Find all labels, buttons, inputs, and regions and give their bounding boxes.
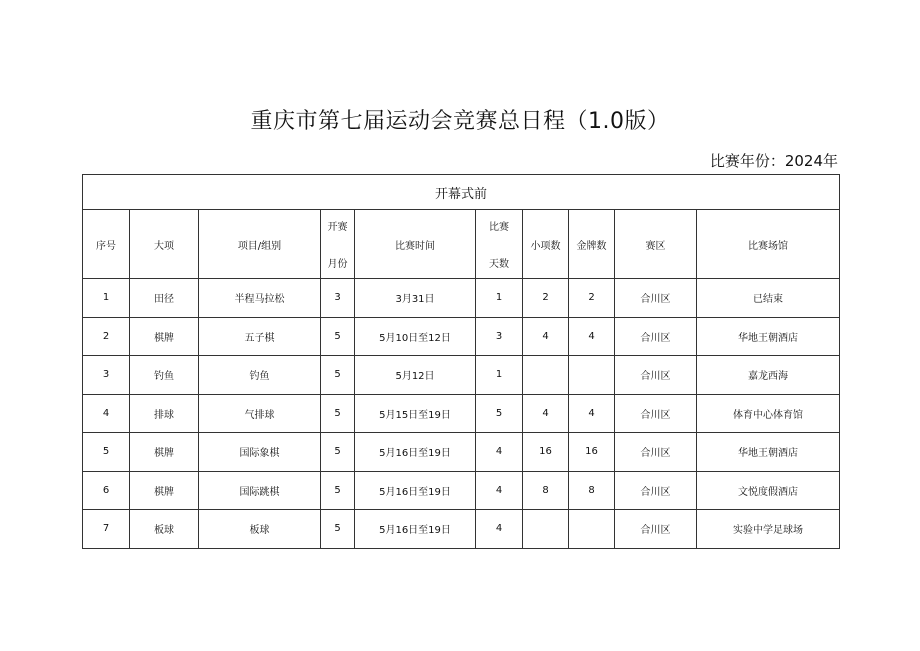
cell-category: 钓鱼: [130, 356, 199, 395]
cell-sub-events: 4: [523, 317, 569, 356]
cell-medals: 4: [569, 394, 615, 433]
cell-venue: 文悦度假酒店: [697, 471, 840, 510]
cell-venue: 嘉龙西海: [697, 356, 840, 395]
cell-category: 田径: [130, 279, 199, 318]
cell-district: 合川区: [615, 433, 697, 472]
cell-event: 国际象棋: [199, 433, 321, 472]
cell-month: 5: [321, 433, 355, 472]
cell-category: 板球: [130, 510, 199, 549]
header-month-top: 开赛: [327, 222, 348, 233]
cell-days: 4: [476, 471, 523, 510]
cell-month: 5: [321, 356, 355, 395]
header-days-bottom: 天数: [489, 259, 509, 270]
header-sub-events: 小项数: [523, 210, 569, 279]
cell-days: 4: [476, 433, 523, 472]
cell-index: 2: [83, 317, 130, 356]
table-row: [83, 471, 840, 510]
header-index: 序号: [83, 210, 130, 279]
header-days: [476, 210, 523, 279]
cell-index: 5: [83, 433, 130, 472]
cell-event: 气排球: [199, 394, 321, 433]
schedule-table: [82, 174, 840, 549]
cell-venue: 实验中学足球场: [697, 510, 840, 549]
cell-sub-events: 4: [523, 394, 569, 433]
competition-year-label: 比赛年份：2024年: [709, 152, 838, 170]
header-medals: 金牌数: [569, 210, 615, 279]
table-row: [83, 279, 840, 318]
cell-month: 5: [321, 394, 355, 433]
cell-sub-events: 2: [523, 279, 569, 318]
cell-district: 合川区: [615, 317, 697, 356]
cell-district: 合川区: [615, 394, 697, 433]
cell-venue: 已结束: [697, 279, 840, 318]
cell-medals: 2: [569, 279, 615, 318]
cell-index: 4: [83, 394, 130, 433]
cell-time: 5月12日: [355, 356, 476, 395]
cell-venue: 华地王朝酒店: [697, 317, 840, 356]
column-header-row: [83, 210, 840, 279]
cell-time: 5月16日至19日: [355, 471, 476, 510]
header-month-bottom: 月份: [327, 259, 348, 270]
cell-time: 5月10日至12日: [355, 317, 476, 356]
cell-event: 国际跳棋: [199, 471, 321, 510]
cell-month: 3: [321, 279, 355, 318]
cell-medals: [569, 356, 615, 395]
header-time: 比赛时间: [355, 210, 476, 279]
table-row: [83, 394, 840, 433]
header-district: 赛区: [615, 210, 697, 279]
cell-time: 5月15日至19日: [355, 394, 476, 433]
cell-month: 5: [321, 471, 355, 510]
table-row: [83, 356, 840, 395]
cell-event: 板球: [199, 510, 321, 549]
table-row: [83, 317, 840, 356]
cell-sub-events: 16: [523, 433, 569, 472]
cell-sub-events: 8: [523, 471, 569, 510]
cell-venue: 体育中心体育馆: [697, 394, 840, 433]
cell-sub-events: [523, 510, 569, 549]
cell-time: 3月31日: [355, 279, 476, 318]
cell-time: 5月16日至19日: [355, 433, 476, 472]
cell-month: 5: [321, 317, 355, 356]
cell-medals: 8: [569, 471, 615, 510]
cell-category: 棋牌: [130, 433, 199, 472]
table-row: [83, 433, 840, 472]
header-days-top: 比赛: [489, 222, 509, 233]
cell-index: 3: [83, 356, 130, 395]
header-event: 项目/组别: [199, 210, 321, 279]
cell-district: 合川区: [615, 510, 697, 549]
cell-district: 合川区: [615, 471, 697, 510]
cell-category: 排球: [130, 394, 199, 433]
cell-days: 4: [476, 510, 523, 549]
cell-medals: 4: [569, 317, 615, 356]
cell-days: 1: [476, 356, 523, 395]
cell-event: 半程马拉松: [199, 279, 321, 318]
cell-event: 钓鱼: [199, 356, 321, 395]
cell-month: 5: [321, 510, 355, 549]
cell-days: 5: [476, 394, 523, 433]
header-month: [321, 210, 355, 279]
cell-days: 3: [476, 317, 523, 356]
table-row: [83, 510, 840, 549]
cell-category: 棋牌: [130, 471, 199, 510]
cell-sub-events: [523, 356, 569, 395]
section-title: 开幕式前: [83, 175, 840, 210]
cell-index: 1: [83, 279, 130, 318]
cell-medals: [569, 510, 615, 549]
document-title: 重庆市第七届运动会竞赛总日程（1.0版）: [250, 109, 670, 134]
cell-medals: 16: [569, 433, 615, 472]
cell-time: 5月16日至19日: [355, 510, 476, 549]
cell-venue: 华地王朝酒店: [697, 433, 840, 472]
cell-district: 合川区: [615, 356, 697, 395]
header-venue: 比赛场馆: [697, 210, 840, 279]
cell-district: 合川区: [615, 279, 697, 318]
cell-category: 棋牌: [130, 317, 199, 356]
cell-index: 6: [83, 471, 130, 510]
header-category: 大项: [130, 210, 199, 279]
section-header-row: [83, 175, 840, 210]
cell-event: 五子棋: [199, 317, 321, 356]
cell-index: 7: [83, 510, 130, 549]
cell-days: 1: [476, 279, 523, 318]
